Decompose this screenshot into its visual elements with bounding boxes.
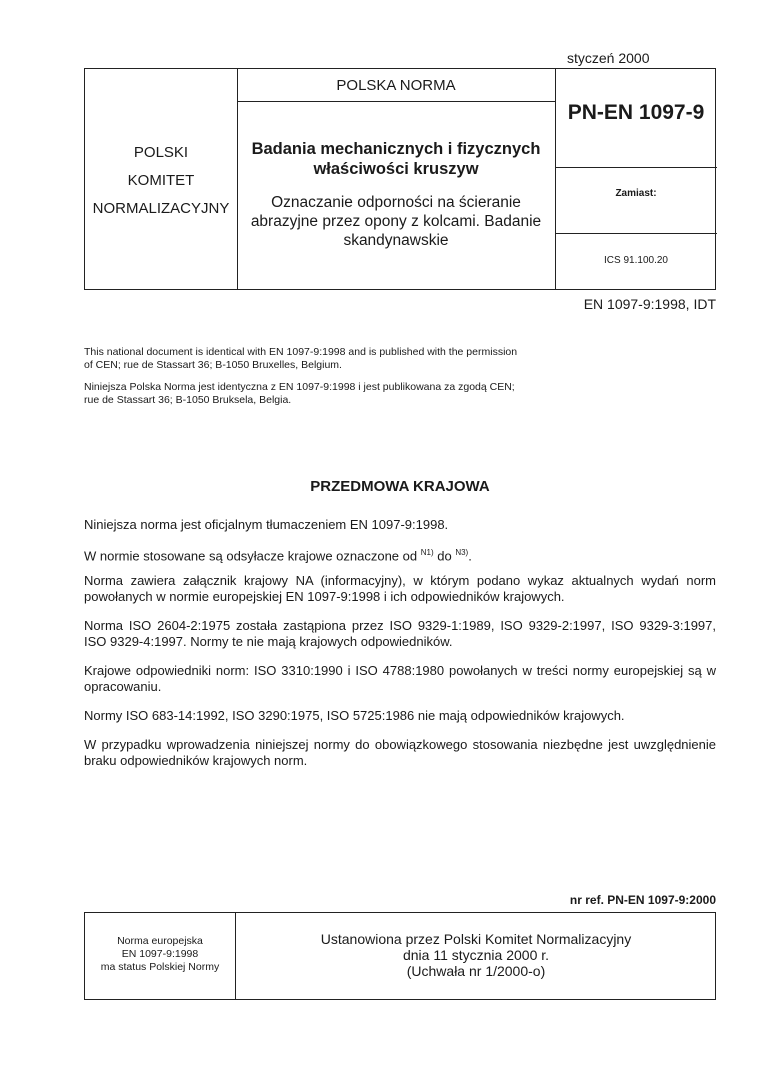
header-table: [84, 68, 716, 290]
footer-european-status: Norma europejska EN 1097-9:1998 ma status Polskiej Normy: [100, 935, 220, 973]
preface-paragraph-3: Norma zawiera załącznik krajowy NA (informacyjny), w którym podano wykaz aktualnych wydań norm powołanych w normie europejskiej EN 1097-9:1998 i ich odpowiedników krajowych.: [84, 573, 716, 604]
issue-date: styczeń 2000: [567, 50, 650, 66]
preface-paragraph-5: Krajowe odpowiedniki norm: ISO 3310:1990 i ISO 4788:1980 powołanych w treści normy europejskiej są w opracowaniu.: [84, 663, 716, 694]
zamiast-label: Zamiast:: [615, 188, 657, 199]
ics-code: ICS 91.100.20: [604, 255, 668, 266]
norma-label: POLSKA NORMA: [336, 77, 456, 94]
standard-number: PN-EN 1097-9: [567, 101, 705, 124]
preface-paragraph-1: Niniejsza norma jest oficjalnym tłumaczeniem EN 1097-9:1998.: [84, 517, 449, 532]
notice-english: This national document is identical with EN 1097-9:1998 and is published with the permission of CEN; rue de Stassart 36; B-1050 Bruxelles, Belgium.: [84, 346, 518, 371]
preface-heading: PRZEDMOWA KRAJOWA: [310, 478, 490, 495]
preface-paragraph-2: W normie stosowane są odsyłacze krajowe oznaczone od $^{N1)}$ do $^{N3)}$.: [84, 548, 472, 564]
identity-note: EN 1097-9:1998, IDT: [583, 296, 716, 312]
preface-paragraph-7: W przypadku wprowadzenia niniejszej normy do obowiązkowego stosowania niezbędne jest uwzględnienie braku odpowiedników krajowych norm.: [84, 737, 716, 768]
reference-number: nr ref. PN-EN 1097-9:2000: [569, 893, 716, 907]
notice-polish: Niniejsza Polska Norma jest identyczna z EN 1097-9:1998 i jest publikowana za zgodą CEN; rue de Stassart 36; B-1050 Bruksela, Belgia.: [84, 381, 515, 406]
sub-title: Oznaczanie odporności na ścieranie abrazyjne przez opony z kolcami. Badanie skandynawskie: [250, 194, 542, 249]
footer-established-by: Ustanowiona przez Polski Komitet Normalizacyjny dnia 11 stycznia 2000 r. (Uchwała nr 1/2000-o): [320, 931, 632, 979]
committee-name: POLSKI KOMITET NORMALIZACYJNY: [92, 144, 230, 217]
footer-table: [84, 912, 716, 1000]
main-title: Badania mechanicznych i fizycznych właściwości kruszyw: [251, 140, 541, 178]
preface-paragraph-4: Norma ISO 2604-2:1975 została zastąpiona przez ISO 9329-1:1989, ISO 9329-2:1997, ISO 9329-3:1997, ISO 9329-4:1997. Normy te nie mają krajowych odpowiedników.: [84, 618, 716, 649]
preface-paragraph-6: Normy ISO 683-14:1992, ISO 3290:1975, ISO 5725:1986 nie mają odpowiedników krajowych.: [84, 708, 625, 723]
